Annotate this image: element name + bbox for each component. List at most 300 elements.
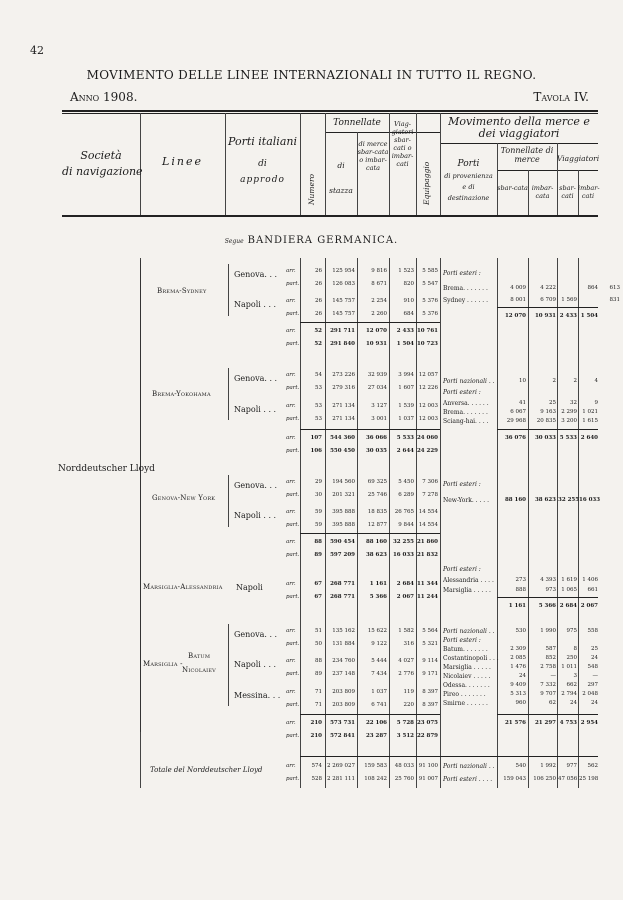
cell-arr-part: part.	[286, 522, 300, 528]
line-marsiglia-alessandria: Marsiglia-Alessandria	[143, 583, 223, 591]
cell-numero: 54	[315, 372, 322, 378]
cell-arr-part: arr.	[286, 328, 296, 334]
header-merce: di merce sbar-cata o imbar-cata	[357, 140, 389, 172]
cell-viaggiatori: 2 067	[396, 594, 414, 600]
cell-numero: 71	[315, 689, 322, 695]
cell-arr-part: part.	[286, 492, 300, 498]
cell-merce: 10 931	[365, 341, 387, 347]
cell-merce-sbarcata: 1 161	[508, 603, 526, 609]
cell-merce: 30 035	[365, 448, 387, 454]
cell-numero: 88	[315, 658, 322, 664]
cell-equipaggio: 11 344	[416, 581, 438, 587]
cell-viaggiatori: 26 765	[394, 509, 414, 515]
cell-equipaggio: 11 244	[416, 594, 438, 600]
cell-equipaggio: 5 585	[422, 268, 438, 274]
cell-merce: 5 366	[369, 594, 387, 600]
cell-viaggiatori: 2 684	[396, 581, 414, 587]
port-genova: Genova. . .	[234, 630, 278, 639]
cell-arr-part: part.	[286, 385, 300, 391]
cell-stazza: 279 316	[332, 385, 355, 391]
cell-stazza: 125 954	[332, 268, 355, 274]
cell-merce-sbarcata: 24	[519, 673, 526, 679]
cell-numero: 210	[310, 733, 322, 739]
cell-viaggiatori: 1 582	[398, 628, 414, 634]
society-brace	[140, 260, 141, 732]
cell-viaggiatori: 32 255	[392, 539, 414, 545]
cell-arr-part: arr.	[286, 509, 296, 515]
header-stazza: stazza	[329, 186, 353, 195]
cell-merce-imbarcata: 2	[552, 378, 556, 384]
cell-merce-imbarcata: 9 163	[540, 409, 556, 415]
cell-equipaggio: 12 003	[418, 403, 438, 409]
cell-merce: 1 037	[371, 689, 387, 695]
cell-merce-imbarcata: 1 990	[540, 628, 556, 634]
cell-merce-imbarcata: 6 709	[540, 297, 556, 303]
cell-numero: 26	[315, 298, 322, 304]
header-top-rule-2	[62, 113, 598, 114]
cell-stazza: 544 360	[330, 435, 355, 441]
cell-merce: 159 583	[364, 763, 387, 769]
header-movimento: Movimento della merce e dei viaggiatori	[448, 115, 590, 140]
header-imbarcata: imbar-cata	[531, 184, 554, 200]
cell-viaggiatori: 2 433	[396, 328, 414, 334]
cell-viaggiatori: 2 644	[396, 448, 414, 454]
cell-viaggiatori: 3 994	[398, 372, 414, 378]
cell-merce: 12 877	[367, 522, 387, 528]
header-bottom-rule	[62, 215, 598, 217]
cell-viaggiatori-imbarcati: 2 954	[580, 720, 598, 726]
line-brace	[228, 264, 229, 316]
cell-merce: 3 001	[371, 416, 387, 422]
cell-arr-part: part.	[286, 671, 300, 677]
cell-arr-part: part.	[286, 702, 300, 708]
cell-arr-part: arr.	[286, 372, 296, 378]
cell-merce-sbarcata: 530	[515, 628, 526, 634]
cell-viaggiatori-imbarcati: 2 048	[582, 691, 598, 697]
cell-numero: 26	[315, 268, 322, 274]
header-di-navigazione: di navigazione	[62, 165, 143, 178]
cell-arr-part: arr.	[286, 539, 296, 545]
cell-numero: 59	[315, 509, 322, 515]
cell-equipaggio: 10 723	[416, 341, 438, 347]
cell-merce-imbarcata: 852	[545, 655, 556, 661]
cell-stazza: 194 560	[332, 479, 355, 485]
cell-numero: 88	[314, 539, 322, 545]
cell-porto-destinazione: Porti esteri . . . .	[443, 776, 493, 783]
cell-viaggiatori-extra: 831	[609, 297, 620, 303]
port-messina: Messina. . .	[234, 691, 281, 700]
cell-arr-part: arr.	[286, 689, 296, 695]
cell-viaggiatori-imbarcati: 16 033	[579, 497, 601, 503]
cell-stazza: 268 771	[330, 581, 355, 587]
cell-viaggiatori-imbarcati: 1 406	[582, 577, 598, 583]
cell-viaggiatori: 2 776	[398, 671, 414, 677]
cell-merce: 9 816	[371, 268, 387, 274]
cell-merce-imbarcata: 38 623	[534, 497, 556, 503]
cell-stazza: 590 454	[330, 539, 355, 545]
col-divider	[300, 113, 301, 215]
cell-viaggiatori: 25 760	[394, 776, 414, 782]
port-napoli: Napoli	[236, 583, 263, 592]
cell-viaggiatori-imbarcati: 562	[587, 763, 598, 769]
section-segue: Segue	[224, 238, 244, 245]
port-genova: Genova. . .	[234, 481, 278, 490]
cell-numero: 50	[315, 641, 322, 647]
cell-stazza: 2 281 111	[327, 776, 355, 782]
cell-porto-destinazione: Pireo . . . . . . .	[443, 691, 486, 698]
header-viaggiatori-mov: Viaggiatori	[557, 154, 600, 163]
cell-porto-destinazione: New-York. . . . .	[443, 497, 490, 504]
cell-viaggiatori: 910	[403, 298, 414, 304]
cell-viaggiatori-sbarcati: 8	[573, 646, 577, 652]
cell-viaggiatori: 4 027	[398, 658, 414, 664]
cell-viaggiatori-sbarcati: 24	[570, 700, 577, 706]
cell-merce-sbarcata: 88 160	[504, 497, 526, 503]
tonnellate-rule	[325, 132, 440, 133]
cell-stazza: 268 771	[330, 594, 355, 600]
cell-porto-destinazione: Porti nazionali . .	[443, 763, 495, 770]
body-divider	[440, 258, 441, 788]
cell-merce-sbarcata: 1 476	[510, 664, 526, 670]
cell-numero: 210	[310, 720, 322, 726]
cell-porto-destinazione: Porti esteri :	[443, 270, 481, 277]
cell-arr-part: part.	[286, 281, 300, 287]
cell-merce: 15 622	[367, 628, 387, 634]
cell-porto-destinazione: Odessa. . . . . . .	[443, 682, 490, 689]
cell-viaggiatori-sbarcati: 977	[566, 763, 577, 769]
cell-viaggiatori: 48 033	[394, 763, 414, 769]
cell-viaggiatori-sbarcati: 975	[566, 628, 577, 634]
cell-merce: 9 122	[371, 641, 387, 647]
cell-porto-destinazione: Costantinopoli . . .	[443, 655, 499, 662]
cell-stazza: 395 888	[332, 522, 355, 528]
cell-porto-destinazione: Nicolaiev . . . . .	[443, 673, 491, 680]
cell-viaggiatori-imbarcati: 864	[587, 285, 598, 291]
cell-porto-destinazione: Batum. . . . . . .	[443, 646, 488, 653]
cell-arr-part: part.	[286, 776, 300, 782]
cell-merce-imbarcata: —	[550, 673, 556, 679]
subtotal-rule	[300, 429, 440, 430]
header-di-provenienza: di provenienza	[444, 172, 493, 180]
cell-viaggiatori-sbarcati: 2 433	[559, 313, 577, 319]
cell-equipaggio: 91 007	[418, 776, 438, 782]
cell-viaggiatori-imbarcati: 1 504	[580, 313, 598, 319]
cell-porto-destinazione: Porti esteri :	[443, 637, 481, 644]
cell-merce-imbarcata: 4 222	[540, 285, 556, 291]
cell-porto-destinazione: Porti nazionali . .	[443, 378, 495, 385]
section-label: BANDIERA GERMANICA.	[247, 235, 399, 246]
cell-stazza: 550 450	[330, 448, 355, 454]
header-tonnellate-merce: Tonnellate di merce	[500, 146, 554, 164]
header-porti: Porti	[457, 159, 480, 169]
cell-viaggiatori-sbarcati: 5 533	[559, 435, 577, 441]
cell-numero: 107	[310, 435, 322, 441]
cell-merce-imbarcata: 9 707	[540, 691, 556, 697]
cell-viaggiatori: 6 289	[398, 492, 414, 498]
cell-merce-imbarcata: 587	[545, 646, 556, 652]
header-viaggiatori: Viag-giatori sbar-cati o imbar-cati	[391, 120, 414, 168]
cell-viaggiatori: 5 533	[396, 435, 414, 441]
cell-stazza: 234 760	[332, 658, 355, 664]
cell-viaggiatori-sbarcati: 1 619	[561, 577, 577, 583]
cell-viaggiatori-imbarcati: 297	[587, 682, 598, 688]
line-brema-sydney: Brema-Sydney	[157, 287, 207, 295]
cell-equipaggio: 5 321	[422, 641, 438, 647]
cell-viaggiatori: 1 539	[398, 403, 414, 409]
cell-viaggiatori-sbarcati: 1 011	[561, 664, 577, 670]
cell-viaggiatori: 3 512	[396, 733, 414, 739]
cell-numero: 59	[315, 522, 322, 528]
cell-merce: 23 287	[365, 733, 387, 739]
port-napoli: Napoli . . .	[234, 405, 277, 414]
header-imbarcati: imbar-cati	[578, 184, 600, 200]
cell-merce-sbarcata: 159 043	[503, 776, 526, 782]
cell-stazza: 145 757	[332, 311, 355, 317]
submov-rule	[497, 170, 598, 171]
cell-viaggiatori-sbarcati: 662	[566, 682, 577, 688]
subtotal-rule	[497, 429, 598, 430]
cell-stazza: 291 711	[330, 328, 355, 334]
header-e-di: e di	[462, 183, 475, 191]
cell-viaggiatori-sbarcati: 250	[566, 655, 577, 661]
cell-viaggiatori: 9 844	[398, 522, 414, 528]
year-label: Anno 1908.	[70, 90, 138, 104]
cell-stazza: 573 731	[330, 720, 355, 726]
cell-porto-destinazione: Alessandria . . . .	[443, 577, 494, 584]
cell-equipaggio: 12 057	[418, 372, 438, 378]
cell-arr-part: arr.	[286, 298, 296, 304]
cell-porto-destinazione: Sydney . . . . . .	[443, 297, 489, 304]
cell-merce-sbarcata: 12 070	[504, 313, 526, 319]
cell-numero: 53	[315, 385, 322, 391]
cell-arr-part: part.	[286, 341, 300, 347]
body-divider	[557, 258, 558, 788]
cell-viaggiatori-sbarcati: 3 200	[561, 418, 577, 424]
cell-merce-sbarcata: 960	[515, 700, 526, 706]
cell-viaggiatori: 220	[403, 702, 414, 708]
header-linee: Linee	[162, 155, 203, 168]
page-number: 42	[30, 44, 44, 57]
cell-numero: 89	[314, 552, 322, 558]
cell-stazza: 2 269 027	[327, 763, 355, 769]
cell-viaggiatori-imbarcati: 4	[594, 378, 598, 384]
cell-arr-part: arr.	[286, 720, 296, 726]
cell-arr-part: arr.	[286, 479, 296, 485]
cell-stazza: 271 134	[332, 403, 355, 409]
cell-merce-imbarcata: 7 332	[540, 682, 556, 688]
cell-merce: 108 242	[364, 776, 387, 782]
cell-viaggiatori-imbarcati: 1 021	[582, 409, 598, 415]
cell-porto-destinazione: Porti esteri :	[443, 566, 481, 573]
cell-merce-imbarcata: 30 033	[534, 435, 556, 441]
cell-stazza: 203 809	[332, 702, 355, 708]
line-genova-newyork: Genova-New York	[152, 494, 216, 502]
table-number: Tavola IV.	[533, 90, 589, 104]
cell-viaggiatori: 16 033	[392, 552, 414, 558]
line-batum: Batum	[188, 652, 211, 660]
cell-merce-sbarcata: 21 576	[504, 720, 526, 726]
cell-merce-imbarcata: 2 758	[540, 664, 556, 670]
subtotal-rule	[497, 307, 598, 308]
cell-equipaggio: 9 114	[422, 658, 438, 664]
cell-viaggiatori-imbarcati: —	[592, 673, 598, 679]
cell-merce-sbarcata: 2 085	[510, 655, 526, 661]
cell-merce-sbarcata: 4 009	[510, 285, 526, 291]
header-sbarcati: sbar-cati	[559, 184, 576, 200]
cell-merce: 25 746	[367, 492, 387, 498]
cell-numero: 71	[315, 702, 322, 708]
cell-stazza: 131 884	[332, 641, 355, 647]
body-divider	[497, 258, 498, 788]
cell-equipaggio: 5 547	[422, 281, 438, 287]
cell-equipaggio: 7 278	[422, 492, 438, 498]
cell-viaggiatori: 1 504	[396, 341, 414, 347]
port-napoli: Napoli . . .	[234, 660, 277, 669]
cell-stazza: 203 809	[332, 689, 355, 695]
cell-merce-imbarcata: 5 366	[538, 603, 556, 609]
cell-equipaggio: 12 226	[418, 385, 438, 391]
cell-merce: 5 444	[371, 658, 387, 664]
cell-stazza: 271 134	[332, 416, 355, 422]
cell-viaggiatori-sbarcati: 1 065	[561, 587, 577, 593]
cell-equipaggio: 22 879	[416, 733, 438, 739]
header-porti-italiani: Porti italiani	[228, 135, 297, 148]
cell-merce: 7 434	[371, 671, 387, 677]
cell-viaggiatori: 1 607	[398, 385, 414, 391]
cell-equipaggio: 21 860	[416, 539, 438, 545]
cell-merce: 38 623	[365, 552, 387, 558]
movimento-rule	[440, 143, 598, 144]
subtotal-rule	[497, 714, 598, 715]
cell-merce-sbarcata: 10	[519, 378, 526, 384]
cell-viaggiatori-imbarcati: 1 615	[582, 418, 598, 424]
cell-stazza: 145 757	[332, 298, 355, 304]
cell-viaggiatori-imbarcati: 558	[587, 628, 598, 634]
cell-porto-destinazione: Porti esteri :	[443, 389, 481, 396]
cell-merce: 88 160	[365, 539, 387, 545]
cell-stazza: 201 321	[332, 492, 355, 498]
cell-viaggiatori-imbarcati: 25 198	[579, 776, 599, 782]
col-divider	[416, 113, 417, 215]
cell-equipaggio: 91 100	[418, 763, 438, 769]
header-numero: Numero	[307, 173, 316, 205]
line-brema-yokohama: Brema-Yokohama	[152, 390, 211, 398]
cell-arr-part: arr.	[286, 581, 296, 587]
header-approdo: approdo	[240, 175, 285, 185]
cell-porto-destinazione: Smirne . . . . . .	[443, 700, 488, 707]
cell-merce: 2 254	[371, 298, 387, 304]
total-rule	[300, 756, 598, 757]
cell-stazza: 291 840	[330, 341, 355, 347]
cell-equipaggio: 12 003	[418, 416, 438, 422]
cell-numero: 106	[310, 448, 322, 454]
cell-merce: 2 260	[371, 311, 387, 317]
cell-arr-part: arr.	[286, 628, 296, 634]
cell-arr-part: part.	[286, 448, 300, 454]
line-marsiglia-batum: Marsiglia -	[143, 660, 183, 668]
cell-merce-imbarcata: 106 250	[533, 776, 556, 782]
cell-numero: 52	[314, 341, 322, 347]
cell-viaggiatori-sbarcati: 1 569	[561, 297, 577, 303]
cell-merce-sbarcata: 5 313	[510, 691, 526, 697]
cell-stazza: 572 841	[330, 733, 355, 739]
cell-merce: 1 161	[369, 581, 387, 587]
line-nicolaiev: Nicolaiev	[182, 666, 216, 674]
cell-stazza: 597 209	[330, 552, 355, 558]
body-divider	[300, 258, 301, 788]
cell-merce: 36 066	[365, 435, 387, 441]
line-brace	[228, 475, 229, 527]
cell-stazza: 135 162	[332, 628, 355, 634]
cell-viaggiatori-sbarcati: 2 684	[559, 603, 577, 609]
cell-porto-destinazione: Marsiglia . . . . .	[443, 664, 491, 671]
cell-viaggiatori-sbarcati: 4 753	[559, 720, 577, 726]
header-societa: Società	[80, 149, 122, 162]
cell-equipaggio: 8 397	[422, 702, 438, 708]
cell-porto-destinazione: Porti nazionali . .	[443, 628, 495, 635]
header-sbarcata: sbar-cata	[497, 184, 528, 192]
cell-numero: 26	[315, 281, 322, 287]
cell-porto-destinazione: Brema. . . . . . .	[443, 285, 488, 292]
header-di-stazza: di	[337, 161, 345, 170]
cell-merce: 3 127	[371, 403, 387, 409]
cell-viaggiatori: 316	[403, 641, 414, 647]
cell-equipaggio: 5 376	[422, 311, 438, 317]
cell-merce-sbarcata: 888	[515, 587, 526, 593]
cell-arr-part: part.	[286, 311, 300, 317]
cell-equipaggio: 5 376	[422, 298, 438, 304]
cell-stazza: 273 226	[332, 372, 355, 378]
cell-viaggiatori-imbarcati: 2 067	[580, 603, 598, 609]
cell-numero: 51	[315, 628, 322, 634]
cell-viaggiatori: 684	[403, 311, 414, 317]
header-tonnellate: Tonnellate	[333, 118, 381, 128]
header-di: di	[258, 159, 267, 169]
header-equipaggio: Equipaggio	[422, 161, 431, 205]
cell-merce: 12 070	[365, 328, 387, 334]
cell-merce: 6 741	[371, 702, 387, 708]
cell-viaggiatori-imbarcati: 548	[587, 664, 598, 670]
cell-numero: 67	[314, 594, 322, 600]
cell-merce-imbarcata: 62	[549, 700, 556, 706]
cell-viaggiatori-imbarcati: 24	[591, 655, 598, 661]
cell-equipaggio: 21 832	[416, 552, 438, 558]
cell-merce-sbarcata: 540	[515, 763, 526, 769]
cell-arr-part: part.	[286, 641, 300, 647]
totale-label: Totale del Norddeutscher Lloyd	[150, 766, 263, 774]
subtotal-rule	[497, 597, 598, 598]
cell-merce-imbarcata: 10 931	[534, 313, 556, 319]
cell-viaggiatori-sbarcati: 47 056	[558, 776, 578, 782]
subtotal-rule	[300, 533, 440, 534]
cell-viaggiatori-sbarcati: 2	[573, 378, 577, 384]
cell-merce-imbarcata: 20 835	[536, 418, 556, 424]
cell-merce-sbarcata: 41	[519, 400, 526, 406]
cell-merce: 69 325	[367, 479, 387, 485]
cell-numero: 574	[311, 763, 322, 769]
cell-viaggiatori-sbarcati: 32	[570, 400, 577, 406]
cell-arr-part: arr.	[286, 763, 296, 769]
cell-stazza: 395 888	[332, 509, 355, 515]
cell-numero: 89	[315, 671, 322, 677]
section-title	[0, 235, 623, 246]
line-brace	[228, 624, 229, 706]
cell-viaggiatori-sbarcati: 2 794	[561, 691, 577, 697]
cell-porto-destinazione: Porti esteri :	[443, 481, 481, 488]
cell-equipaggio: 24 229	[416, 448, 438, 454]
cell-viaggiatori-sbarcati: 3	[573, 673, 577, 679]
cell-viaggiatori: 1 037	[398, 416, 414, 422]
